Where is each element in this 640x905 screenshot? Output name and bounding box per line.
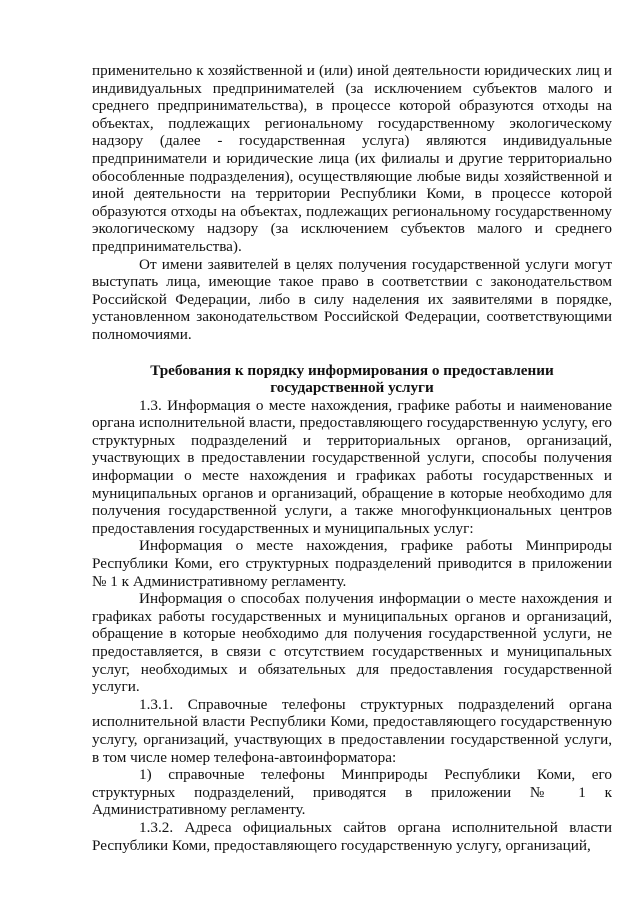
paragraph-phones-item: 1) справочные телефоны Минприроды Республики Коми, его структурных подразделений, приводятся в приложении № 1 к Административному регламенту. — [92, 766, 612, 819]
document-body — [92, 62, 612, 854]
section-heading-line2: государственной услуги — [270, 379, 434, 397]
paragraph-1-3-1: 1.3.1. Справочные телефоны структурных подразделений органа исполнительной власти Республики Коми, предоставляющего государственную услугу, организаций, участвующих в предоставлении государственной услуги, в том числе номер телефона-автоинформатора: — [92, 695, 612, 766]
paragraph-applicants: применительно к хозяйственной и (или) иной деятельности юридических лиц и индивидуальных предпринимателей (за исключением субъектов малого и среднего предпринимательства), в процессе которой образуются отходы на объектах, подлежащих региональному государственному экологическому надзору (далее - государственная услуга) являются индивидуальные предприниматели и юридические лица (их филиалы и другие территориально обособленные подразделения), осуществляющие любые виды хозяйственной и иной деятельности на территории Республики Коми, в процессе которой образуются отходы на объектах, подлежащих региональному государственному экологическому надзору (за исключением субъектов малого и среднего предпринимательства). — [92, 62, 612, 255]
section-heading — [92, 362, 612, 397]
section-heading-line1: Требования к порядку информирования о предоставлении — [150, 361, 554, 379]
paragraph-representatives: От имени заявителей в целях получения государственной услуги могут выступать лица, имеющие такое право в соответствии с законодательством Российской Федерации, либо в силу наделения их заявителями в порядке, установленном законодательством Российской Федерации, соответствующими полномочиями. — [92, 255, 612, 343]
paragraph-1-3: 1.3. Информация о месте нахождения, графике работы и наименование органа исполнительной власти, предоставляющего государственную услугу, его структурных подразделений и территориальных органов, организаций, участвующих в предоставлении государственной услуги, способы получения информации о месте нахождения и графиках работы государственных и муниципальных органов и организаций, обращение в которые необходимо для получения государственной услуги, а также многофункциональных центров предоставления государственных и муниципальных услуг: — [92, 396, 612, 537]
paragraph-1-3-2: 1.3.2. Адреса официальных сайтов органа исполнительной власти Республики Коми, предоставляющего государственную услугу, организаций, — [92, 818, 612, 854]
paragraph-ways-info: Информация о способах получения информации о месте нахождения и графиках работы государственных и муниципальных органов и организаций, обращение в которые необходимо для получения государственной услуги, не предоставляется, в связи с отсутствием государственных и муниципальных услуг, необходимых и обязательных для предоставления государственной услуги. — [92, 590, 612, 696]
paragraph-location-info: Информация о месте нахождения, графике работы Минприроды Республики Коми, его структурных подразделений приводится в приложении № 1 к Административному регламенту. — [92, 537, 612, 590]
